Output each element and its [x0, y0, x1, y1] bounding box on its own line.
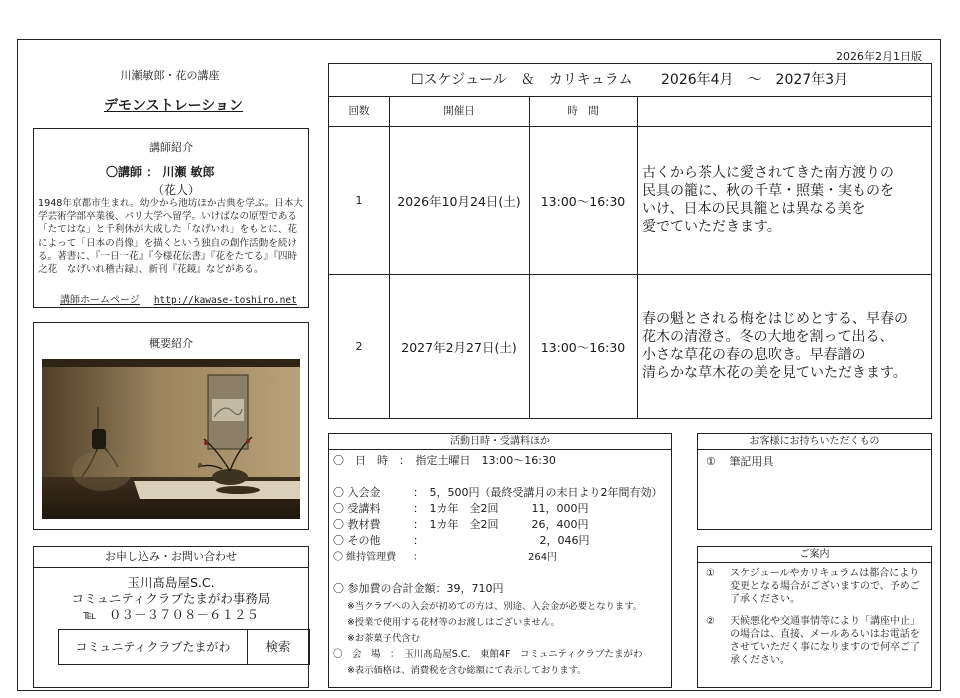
- bring-item-text: 筆記用具: [729, 455, 774, 468]
- desc-line: 民具の籠に、秋の千草・照葉・実ものを: [642, 183, 894, 199]
- instructor-role: （花人）: [152, 183, 201, 197]
- row-divider: [329, 274, 931, 275]
- fee-label: 〇 その他: [333, 534, 381, 547]
- fee-item: [333, 516, 589, 532]
- row2-description: [642, 310, 927, 382]
- bring-items-panel: [697, 433, 932, 530]
- page-title: デモンストレーション: [104, 98, 244, 114]
- bring-item-number: ①: [706, 455, 716, 468]
- fee-item: [333, 532, 590, 548]
- homepage-label: 講師ホームページ: [60, 295, 140, 306]
- fee-value: ： 1カ年 全2回 11，000円: [413, 502, 589, 515]
- contact-panel: [33, 546, 309, 688]
- tax-note: ※表示価格は、消費税を含む総額にて表示しております。: [347, 665, 587, 676]
- notice-item-text: スケジュールやカリキュラムは都合により変更となる場合がございますので、予めご了承ください。: [730, 568, 920, 605]
- header-number: 回数: [348, 105, 370, 117]
- desc-line: いけ、日本の民具籠とは異なる美を: [642, 201, 866, 217]
- notice-panel: [697, 546, 932, 688]
- schedule-table: [328, 63, 932, 419]
- instructor-panel: [33, 128, 309, 308]
- fees-heading: 活動日時・受講料ほか: [329, 434, 671, 450]
- notice-item: [706, 615, 928, 667]
- fee-value: ： 264円: [413, 552, 558, 563]
- search-term[interactable]: コミュニティクラブたまがわ: [59, 630, 248, 664]
- ikebana-photo: [42, 359, 300, 519]
- fee-value: ： 1カ年 全2回 26，400円: [413, 518, 589, 531]
- row1-date: 2026年10月24日(土): [397, 194, 521, 209]
- fee-item: [333, 484, 663, 500]
- notice-item-number: ②: [706, 616, 715, 627]
- bring-item: [706, 453, 773, 469]
- notice-item: [706, 567, 928, 606]
- fee-note: ※授業で使用する花材等のお渡しはございません。: [347, 617, 560, 628]
- schedule-line: 〇 日 時 ： 指定土曜日 13:00～16:30: [333, 454, 556, 467]
- contact-heading: お申し込み・お問い合わせ: [34, 547, 308, 568]
- edition-date: 2026年2月1日版: [836, 50, 922, 63]
- instructor-heading: 講師紹介: [149, 141, 193, 154]
- fee-note: ※当クラブへの入会が初めての方は、別途、入会金が必要となります。: [347, 601, 643, 612]
- contact-store: 玉川髙島屋S.C.: [127, 575, 215, 590]
- desc-line: 花木の清澄さ。冬の大地を割って出る、: [642, 329, 894, 345]
- fee-item: [333, 548, 557, 563]
- contact-office: コミュニティクラブたまがわ事務局: [71, 591, 271, 606]
- fee-label: 〇 教材費: [333, 518, 381, 531]
- fee-label: 〇 受講料: [333, 502, 381, 515]
- notice-item-text: 天候悪化や交通事情等により「講座中止」の場合は、直接、メールあるいはお電話をさせていただく事になりますので何卒ご了承ください。: [730, 616, 920, 666]
- desc-line: 小さな草花の春の息吹き。早春譜の: [642, 347, 866, 363]
- instructor-homepage[interactable]: [60, 291, 297, 306]
- header-date: 開催日: [443, 105, 475, 117]
- fee-total: 〇 参加費の合計金額：39，710円: [333, 582, 504, 595]
- desc-line: 清らかな草木花の美を見ていただきます。: [642, 365, 907, 381]
- search-box: [58, 629, 310, 665]
- fees-panel: [328, 433, 672, 688]
- notice-heading: ご案内: [698, 547, 931, 563]
- row1-time: 13:00～16:30: [540, 194, 626, 209]
- row-divider: [329, 126, 931, 127]
- col-divider: [637, 96, 638, 418]
- venue-line: 〇 会 場 ： 玉川髙島屋S.C. 東館4F コミュニティクラブたまがわ: [333, 649, 643, 660]
- col-divider: [529, 96, 530, 418]
- fee-value: ： 2，046円: [413, 534, 590, 547]
- series-title: 川瀬敏郎・花の講座: [120, 69, 220, 82]
- fee-note: ※お茶菓子代含む: [347, 633, 420, 644]
- desc-line: 愛でていただきます。: [642, 219, 781, 235]
- overview-panel: [33, 322, 309, 530]
- ikebana-photo-illustration: [42, 359, 300, 519]
- instructor-bio: 1948年京都市生まれ。幼少から池坊ほか古典を学ぶ。日本大学芸術学部卒業後、パリ大学へ留学。いけばなの原型である「たてはな」と千利休が大成した「なげいれ」をもとに、花によって「日本の肖像」を描くという独自の創作活動を続ける。著書に、『一日一花』『今様花伝書』『花をたてる』『四時之花 なげいれ稽古録』、新刊『花鏡』などがある。: [38, 198, 304, 276]
- schedule-title-bar: [329, 64, 931, 97]
- fee-item: [333, 500, 589, 516]
- schedule-period: 2026年4月 ～ 2027年3月: [661, 72, 849, 88]
- col-divider: [389, 96, 390, 418]
- header-content: [637, 96, 931, 126]
- bring-heading: お客様にお持ちいただくもの: [698, 434, 931, 450]
- row2-date: 2027年2月27日(土): [401, 340, 517, 355]
- fee-value: ： 5，500円（最終受講月の末日より2年間有効）: [413, 486, 663, 499]
- notice-item-number: ①: [706, 568, 715, 579]
- contact-phone: ℡ ０３－３７０８－６１２５: [83, 607, 259, 622]
- desc-line: 春の魁とされる梅をはじめとする、早春の: [642, 311, 908, 327]
- fee-label: 〇 維持管理費: [333, 552, 397, 563]
- overview-heading: 概要紹介: [149, 337, 193, 350]
- row2-number: 2: [355, 340, 363, 353]
- row1-number: 1: [355, 194, 363, 207]
- instructor-name: 〇講師 ： 川瀬 敏郎: [106, 165, 215, 179]
- search-button[interactable]: 検索: [265, 639, 291, 654]
- desc-line: 古くから茶人に愛されてきた南方渡りの: [642, 165, 894, 181]
- row2-time: 13:00～16:30: [540, 340, 626, 355]
- homepage-url[interactable]: http://kawase-toshiro.net: [153, 295, 297, 306]
- header-time: 時 間: [567, 105, 599, 117]
- schedule-title: ☐スケジュール ＆ カリキュラム: [411, 72, 633, 88]
- row1-description: [642, 164, 927, 236]
- fee-label: 〇 入会金: [333, 486, 381, 499]
